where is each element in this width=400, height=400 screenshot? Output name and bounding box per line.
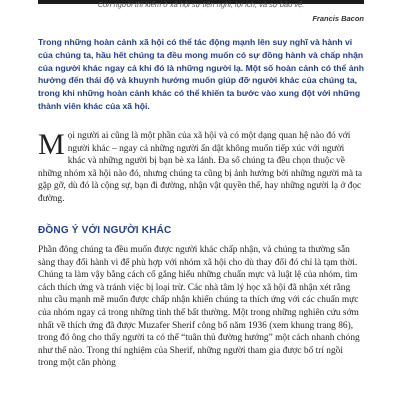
epigraph-quote: Con người thì kiểm ở xã hội sự tiện nghi, lợi ích, và sự bảo vệ. bbox=[97, 0, 305, 9]
body-paragraph: Phần đông chúng ta đều muốn được người khác chấp nhận, và chúng ta thường sẵn sàng thay đổi hành vi để phù hợp với nhóm xã hội cho dù thay đổi đó chỉ là tạm thời. Chúng ta làm vậy bằng cách cố gắng hiểu những chuẩn mực và luật lệ của nhóm, tìm cách thích ứng và tránh việc bị loại trừ. Các nhà tâm lý học xã hội đã nhận xét rằng nhu cầu mạnh mẽ muốn được chấp nhận khiến chúng ta thích ứng với các chuẩn mực của nhóm ngay cả trong những tình thế bất thường. Một trong những nghiên cứu sớm nhất về thích ứng đã được Muzafer Sherif công bố năm 1936 (xem khung trang 86), trong đó ông cho thấy người ta có thể “tuân thủ đường hướng” một cách nhanh chóng như thế nào. Trong thí nghiệm của Sherif, những người tham gia được bố trí ngồi trong một căn phòng bbox=[38, 245, 360, 369]
intro-paragraph: Trong những hoàn cảnh xã hội có thể tác động mạnh lên suy nghĩ và hành vi của chúng ta, hầu hết chúng ta đều mong muốn có sự đồng hành và chấp nhận của người khác ngay cả khi đó là những người lạ. Một số hoàn cảnh có thể ảnh hưởng đến thái độ và khuynh hướng muốn giúp đỡ người khác của chúng ta, trong khi những hoàn cảnh khác có thể khiến ta bước vào xung đột với những thành viên khác của xã hội. bbox=[38, 37, 364, 111]
lead-block bbox=[38, 130, 364, 205]
lead-paragraph: ọi người ai cũng là một phần của xã hội và có một dạng quan hệ nào đó với người khác – ngay cả những người ẩn dật không muốn tiếp xúc với người khác và những người bị bạn bè xa lánh. Đa số chúng ta đều chọn thuộc về những nhóm xã hội nào đó, nhưng chúng ta cũng bị ảnh hưởng bởi những người mà ta gặp gỡ, dù đó là cộng sự, bạn đi đường, nhận vật quyền thế, hay những người lạ ở đọc đường. bbox=[38, 131, 363, 204]
section-body bbox=[38, 244, 364, 400]
drop-cap: M bbox=[38, 128, 65, 161]
section-heading: ĐỒNG Ý VỚI NGƯỜI KHÁC bbox=[38, 225, 172, 236]
epigraph-author: Francis Bacon bbox=[312, 14, 364, 23]
intro-block bbox=[38, 36, 364, 113]
